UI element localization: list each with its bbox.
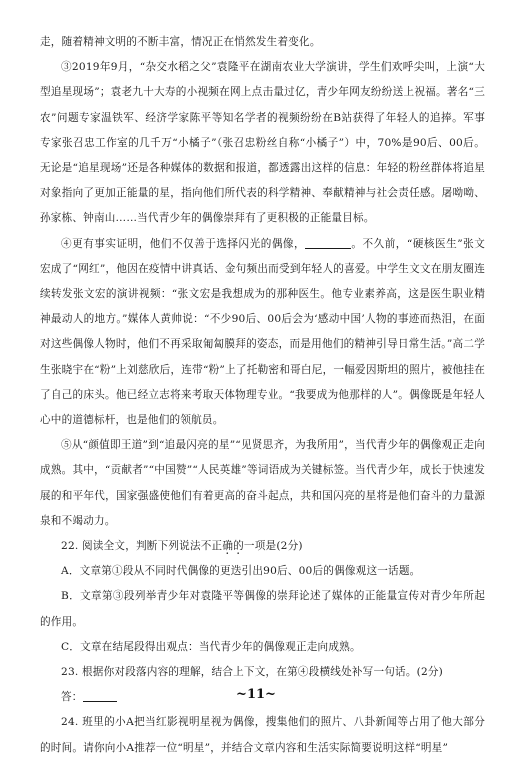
option-c: C．文章在结尾段得出观点：当代青少年的偶像观正走向成熟。 [61,640,361,653]
question-22-lead: 22. 阅读全文，判断下列说法 [61,540,201,553]
page-number: ~11~ [236,687,276,702]
answer-label: 答： [61,691,83,704]
question-22-tail: 的一项是(2分) [233,540,303,553]
paragraph-5: ⑤从“颜值即王道”到“追最闪亮的星”“见贤思齐，为我所用”，当代青少年的偶像观正走向成熟。其中，“贡献者”“中国赞”“人民英雄”等词语成为关键标签。当代青少年，成长于快速发展的和平年代，国家强盛使他们有着更高的奋斗起点，共和国闪亮的星将是他们奋斗的力量源泉和不竭动力。 [40,439,485,527]
paragraph-4 [40,232,485,434]
paragraph-4-body: 。不久前，“硬核医生”张文宏成了“网红”，他因在疫情中讲真话、金句频出而受到年轻人的喜爱。中学生文文在朋友圈连续转发张文宏的演讲视频：“张文宏是我想成为的那种医生。他专业素养高，这是医生职业精神最动人的地方。”媒体人黄帅说：“不少90后、00后会为‘感动中国’人物的事迹而热泪，在面对这些偶像人物时，他们不再采取匍匐膜拜的姿态，而是用他们的精神引导日常生活。”高二学生张晓宇在“粉”上刘慈欣后，连带“粉”上了托勒密和哥白尼，一幅爱因斯坦的照片，被他挂在了自己的床头。他已经立志将来考取天体物理专业。“我要成为他那样的人”。偶像既是年轻人心中的道德标杆，也是他们的领航员。 [40,237,485,427]
emphasis-que: 确 [222,540,234,553]
paragraph-4-lead: ④更有事实证明，他们不仅善于选择闪光的偶像， [61,237,306,250]
question-23: 23. 根据你对段落内容的理解，结合上下文，在第④段横线处补写一句话。(2分) [61,666,444,679]
paragraph-3: ③2019年9月，“杂交水稻之父”袁隆平在湖南农业大学演讲，学生们欢呼尖叫，上演“大型追星现场”；袁老九十大寿的小视频在网上点击量过亿，青少年网友纷纷送上祝福。著名“三农”问题专家温铁军、经济学家陈平等知名学者的视频纷纷在B站获得了年轻人的追捧。军事专家张召忠工作室的几千万“小橘子”（张召忠粉丝自称“小橘子”）中，70%是90后、00后。无论是“追星现场”还是各种媒体的数据和报道，都透露出这样的信息：年轻的粉丝群体将追星对象指向了更加正能量的星，指向他们所代表的科学精神、奉献精神与社会责任感。屠呦呦、孙家栋、钟南山……当代青少年的偶像崇拜有了更积极的正能量目标。 [40,61,485,225]
option-b: B．文章第③段列举青少年对袁隆平等偶像的崇拜论述了媒体的正能量宣传对青少年所起的作用。 [40,590,485,628]
option-a: A．文章第①段从不同时代偶像的更迭引出90后、00后的偶像观这一话题。 [61,565,421,578]
question-24: 24. 班里的小A把当红影视明星视为偶像，搜集他们的照片、八卦新闻等占用了他大部分的时间。请你向小A推荐一位“明星”，并结合文章内容和生活实际简要说明这样“明星” [40,716,485,754]
emphasis-bu: 不 [200,540,212,553]
fill-in-blank[interactable] [305,235,351,249]
emphasis-zheng: 正 [211,540,223,553]
document-page [40,30,485,761]
paragraph-2-tail: 走，随着精神文明的不断丰富，情况正在悄然发生着变化。 [40,36,321,48]
question-22 [40,534,485,559]
